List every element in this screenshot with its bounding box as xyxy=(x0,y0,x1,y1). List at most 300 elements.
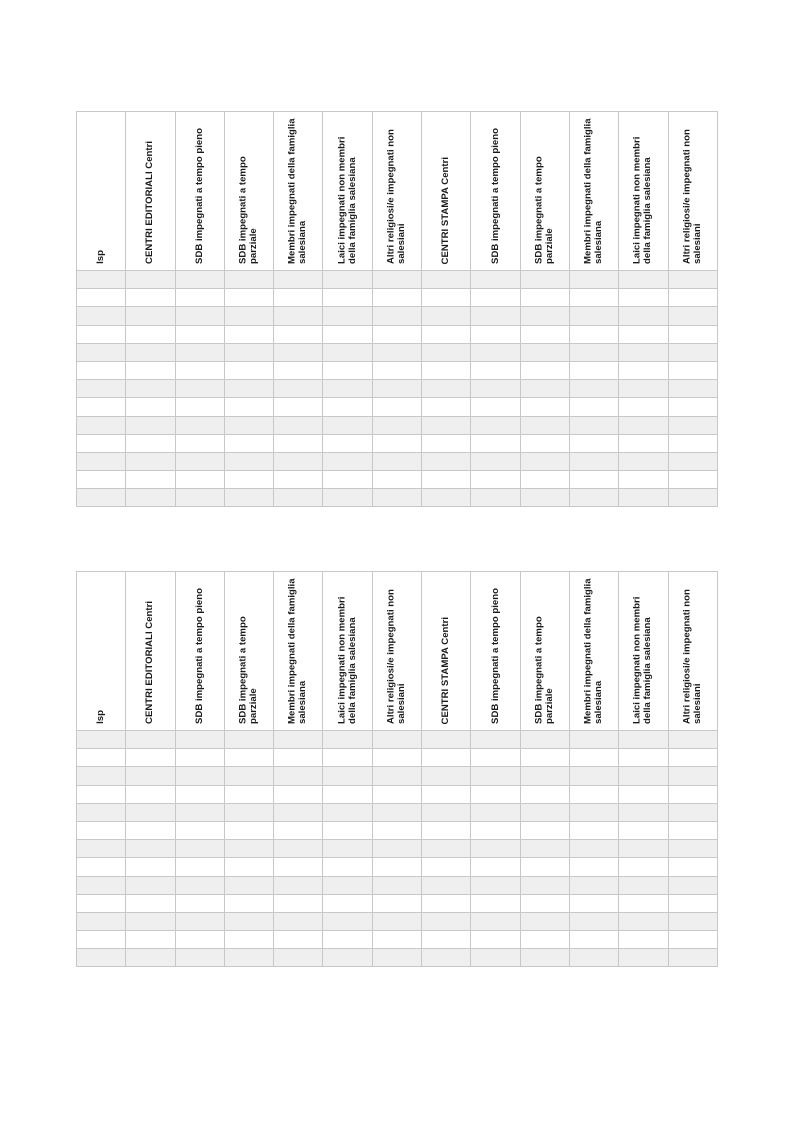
table-cell[interactable] xyxy=(224,821,273,839)
table-cell[interactable] xyxy=(372,803,421,821)
table-cell[interactable] xyxy=(323,489,372,507)
table-cell[interactable] xyxy=(569,380,618,398)
table-cell[interactable] xyxy=(520,894,569,912)
table-cell[interactable] xyxy=(422,380,471,398)
table-cell[interactable] xyxy=(175,731,224,749)
table-cell[interactable] xyxy=(422,840,471,858)
table-cell[interactable] xyxy=(126,343,175,361)
table-cell[interactable] xyxy=(520,858,569,876)
table-cell[interactable] xyxy=(224,912,273,930)
table-cell[interactable] xyxy=(274,912,323,930)
table-cell[interactable] xyxy=(323,416,372,434)
table-cell[interactable] xyxy=(224,489,273,507)
table-cell[interactable] xyxy=(323,821,372,839)
table-cell[interactable] xyxy=(471,343,520,361)
table-cell[interactable] xyxy=(372,821,421,839)
table-cell[interactable] xyxy=(224,731,273,749)
table-cell[interactable] xyxy=(126,858,175,876)
table-cell[interactable] xyxy=(224,840,273,858)
table-cell[interactable] xyxy=(422,416,471,434)
table-cell[interactable] xyxy=(520,821,569,839)
table-cell[interactable] xyxy=(224,767,273,785)
table-cell[interactable] xyxy=(77,307,126,325)
table-cell[interactable] xyxy=(77,452,126,470)
table-cell[interactable] xyxy=(372,876,421,894)
table-cell[interactable] xyxy=(520,931,569,949)
table-cell[interactable] xyxy=(274,398,323,416)
table-cell[interactable] xyxy=(274,307,323,325)
table-cell[interactable] xyxy=(126,325,175,343)
table-cell[interactable] xyxy=(569,416,618,434)
table-cell[interactable] xyxy=(126,289,175,307)
table-cell[interactable] xyxy=(323,471,372,489)
table-cell[interactable] xyxy=(422,876,471,894)
table-cell[interactable] xyxy=(323,343,372,361)
table-cell[interactable] xyxy=(274,731,323,749)
table-cell[interactable] xyxy=(619,307,668,325)
table-cell[interactable] xyxy=(668,325,717,343)
table-cell[interactable] xyxy=(372,858,421,876)
table-cell[interactable] xyxy=(422,489,471,507)
table-cell[interactable] xyxy=(274,858,323,876)
table-cell[interactable] xyxy=(175,343,224,361)
table-cell[interactable] xyxy=(323,785,372,803)
table-cell[interactable] xyxy=(323,398,372,416)
table-cell[interactable] xyxy=(274,785,323,803)
table-cell[interactable] xyxy=(224,434,273,452)
table-cell[interactable] xyxy=(274,380,323,398)
table-cell[interactable] xyxy=(619,894,668,912)
table-cell[interactable] xyxy=(569,858,618,876)
table-cell[interactable] xyxy=(422,325,471,343)
table-cell[interactable] xyxy=(569,767,618,785)
table-cell[interactable] xyxy=(372,949,421,967)
table-cell[interactable] xyxy=(323,731,372,749)
table-cell[interactable] xyxy=(323,271,372,289)
table-cell[interactable] xyxy=(520,271,569,289)
table-cell[interactable] xyxy=(224,271,273,289)
table-cell[interactable] xyxy=(175,876,224,894)
table-cell[interactable] xyxy=(619,803,668,821)
table-cell[interactable] xyxy=(471,289,520,307)
table-cell[interactable] xyxy=(77,489,126,507)
table-cell[interactable] xyxy=(471,307,520,325)
table-cell[interactable] xyxy=(77,912,126,930)
table-cell[interactable] xyxy=(471,749,520,767)
table-cell[interactable] xyxy=(323,452,372,470)
table-cell[interactable] xyxy=(372,731,421,749)
table-cell[interactable] xyxy=(569,471,618,489)
table-cell[interactable] xyxy=(224,361,273,379)
table-cell[interactable] xyxy=(126,821,175,839)
table-cell[interactable] xyxy=(224,343,273,361)
table-cell[interactable] xyxy=(471,785,520,803)
table-cell[interactable] xyxy=(175,785,224,803)
table-cell[interactable] xyxy=(668,894,717,912)
table-cell[interactable] xyxy=(175,471,224,489)
table-cell[interactable] xyxy=(224,289,273,307)
table-cell[interactable] xyxy=(569,840,618,858)
table-cell[interactable] xyxy=(323,840,372,858)
table-cell[interactable] xyxy=(619,749,668,767)
table-cell[interactable] xyxy=(323,912,372,930)
table-cell[interactable] xyxy=(619,471,668,489)
table-cell[interactable] xyxy=(126,416,175,434)
table-cell[interactable] xyxy=(668,785,717,803)
table-cell[interactable] xyxy=(471,821,520,839)
table-cell[interactable] xyxy=(175,434,224,452)
table-cell[interactable] xyxy=(471,803,520,821)
table-cell[interactable] xyxy=(422,452,471,470)
table-cell[interactable] xyxy=(175,271,224,289)
table-cell[interactable] xyxy=(619,434,668,452)
table-cell[interactable] xyxy=(77,471,126,489)
table-cell[interactable] xyxy=(520,434,569,452)
table-cell[interactable] xyxy=(126,452,175,470)
table-cell[interactable] xyxy=(77,731,126,749)
table-cell[interactable] xyxy=(668,803,717,821)
table-cell[interactable] xyxy=(274,343,323,361)
table-cell[interactable] xyxy=(175,398,224,416)
table-cell[interactable] xyxy=(323,858,372,876)
table-cell[interactable] xyxy=(323,876,372,894)
table-cell[interactable] xyxy=(520,731,569,749)
table-cell[interactable] xyxy=(323,434,372,452)
table-cell[interactable] xyxy=(175,452,224,470)
table-cell[interactable] xyxy=(372,489,421,507)
table-cell[interactable] xyxy=(619,821,668,839)
table-cell[interactable] xyxy=(471,840,520,858)
table-cell[interactable] xyxy=(668,731,717,749)
table-cell[interactable] xyxy=(619,325,668,343)
table-cell[interactable] xyxy=(569,489,618,507)
table-cell[interactable] xyxy=(274,489,323,507)
table-cell[interactable] xyxy=(619,840,668,858)
table-cell[interactable] xyxy=(323,803,372,821)
table-cell[interactable] xyxy=(323,931,372,949)
table-cell[interactable] xyxy=(471,731,520,749)
table-cell[interactable] xyxy=(668,380,717,398)
table-cell[interactable] xyxy=(224,325,273,343)
table-cell[interactable] xyxy=(619,785,668,803)
table-cell[interactable] xyxy=(668,343,717,361)
table-cell[interactable] xyxy=(471,398,520,416)
table-cell[interactable] xyxy=(422,361,471,379)
table-cell[interactable] xyxy=(372,398,421,416)
table-cell[interactable] xyxy=(175,858,224,876)
table-cell[interactable] xyxy=(422,289,471,307)
table-cell[interactable] xyxy=(471,894,520,912)
table-cell[interactable] xyxy=(668,931,717,949)
table-cell[interactable] xyxy=(372,271,421,289)
table-cell[interactable] xyxy=(569,271,618,289)
table-cell[interactable] xyxy=(372,840,421,858)
table-cell[interactable] xyxy=(569,434,618,452)
table-cell[interactable] xyxy=(323,749,372,767)
table-cell[interactable] xyxy=(274,452,323,470)
table-cell[interactable] xyxy=(175,749,224,767)
table-cell[interactable] xyxy=(77,894,126,912)
table-cell[interactable] xyxy=(471,380,520,398)
table-cell[interactable] xyxy=(372,361,421,379)
table-cell[interactable] xyxy=(619,858,668,876)
table-cell[interactable] xyxy=(274,803,323,821)
table-cell[interactable] xyxy=(274,471,323,489)
table-cell[interactable] xyxy=(471,416,520,434)
table-cell[interactable] xyxy=(372,894,421,912)
table-cell[interactable] xyxy=(422,343,471,361)
table-cell[interactable] xyxy=(520,949,569,967)
table-cell[interactable] xyxy=(668,858,717,876)
table-cell[interactable] xyxy=(422,271,471,289)
table-cell[interactable] xyxy=(77,876,126,894)
table-cell[interactable] xyxy=(274,894,323,912)
table-cell[interactable] xyxy=(224,416,273,434)
table-cell[interactable] xyxy=(569,894,618,912)
table-cell[interactable] xyxy=(224,749,273,767)
table-cell[interactable] xyxy=(471,912,520,930)
table-cell[interactable] xyxy=(569,749,618,767)
table-cell[interactable] xyxy=(569,289,618,307)
table-cell[interactable] xyxy=(471,452,520,470)
table-cell[interactable] xyxy=(77,749,126,767)
table-cell[interactable] xyxy=(520,912,569,930)
table-cell[interactable] xyxy=(569,949,618,967)
table-cell[interactable] xyxy=(668,949,717,967)
table-cell[interactable] xyxy=(372,416,421,434)
table-cell[interactable] xyxy=(175,361,224,379)
table-cell[interactable] xyxy=(274,749,323,767)
table-cell[interactable] xyxy=(471,931,520,949)
table-cell[interactable] xyxy=(372,325,421,343)
table-cell[interactable] xyxy=(422,931,471,949)
table-cell[interactable] xyxy=(619,876,668,894)
table-cell[interactable] xyxy=(668,398,717,416)
table-cell[interactable] xyxy=(668,912,717,930)
table-cell[interactable] xyxy=(126,912,175,930)
table-cell[interactable] xyxy=(422,307,471,325)
table-cell[interactable] xyxy=(323,767,372,785)
table-cell[interactable] xyxy=(77,398,126,416)
table-cell[interactable] xyxy=(372,912,421,930)
table-cell[interactable] xyxy=(175,803,224,821)
table-cell[interactable] xyxy=(77,380,126,398)
table-cell[interactable] xyxy=(224,785,273,803)
table-cell[interactable] xyxy=(175,912,224,930)
table-cell[interactable] xyxy=(471,434,520,452)
table-cell[interactable] xyxy=(520,289,569,307)
table-cell[interactable] xyxy=(520,840,569,858)
table-cell[interactable] xyxy=(274,821,323,839)
table-cell[interactable] xyxy=(126,931,175,949)
table-cell[interactable] xyxy=(668,840,717,858)
table-cell[interactable] xyxy=(471,361,520,379)
table-cell[interactable] xyxy=(619,452,668,470)
table-cell[interactable] xyxy=(175,380,224,398)
table-cell[interactable] xyxy=(323,289,372,307)
table-cell[interactable] xyxy=(126,803,175,821)
table-cell[interactable] xyxy=(422,912,471,930)
table-cell[interactable] xyxy=(372,452,421,470)
table-cell[interactable] xyxy=(619,767,668,785)
table-cell[interactable] xyxy=(274,271,323,289)
table-cell[interactable] xyxy=(668,749,717,767)
table-cell[interactable] xyxy=(422,803,471,821)
table-cell[interactable] xyxy=(323,894,372,912)
table-cell[interactable] xyxy=(126,271,175,289)
table-cell[interactable] xyxy=(224,452,273,470)
table-cell[interactable] xyxy=(619,361,668,379)
table-cell[interactable] xyxy=(471,271,520,289)
table-cell[interactable] xyxy=(274,840,323,858)
table-cell[interactable] xyxy=(126,471,175,489)
table-cell[interactable] xyxy=(175,416,224,434)
table-cell[interactable] xyxy=(619,416,668,434)
table-cell[interactable] xyxy=(668,289,717,307)
table-cell[interactable] xyxy=(224,398,273,416)
table-cell[interactable] xyxy=(422,749,471,767)
table-cell[interactable] xyxy=(619,343,668,361)
table-cell[interactable] xyxy=(471,489,520,507)
table-cell[interactable] xyxy=(668,271,717,289)
table-cell[interactable] xyxy=(77,821,126,839)
table-cell[interactable] xyxy=(175,325,224,343)
table-cell[interactable] xyxy=(520,361,569,379)
table-cell[interactable] xyxy=(323,307,372,325)
table-cell[interactable] xyxy=(619,271,668,289)
table-cell[interactable] xyxy=(224,949,273,967)
table-cell[interactable] xyxy=(520,803,569,821)
table-cell[interactable] xyxy=(619,380,668,398)
table-cell[interactable] xyxy=(126,876,175,894)
table-cell[interactable] xyxy=(224,858,273,876)
table-cell[interactable] xyxy=(77,858,126,876)
table-cell[interactable] xyxy=(77,931,126,949)
table-cell[interactable] xyxy=(569,325,618,343)
table-cell[interactable] xyxy=(274,434,323,452)
table-cell[interactable] xyxy=(372,931,421,949)
table-cell[interactable] xyxy=(77,361,126,379)
table-cell[interactable] xyxy=(77,271,126,289)
table-cell[interactable] xyxy=(274,949,323,967)
table-cell[interactable] xyxy=(668,876,717,894)
table-cell[interactable] xyxy=(619,289,668,307)
table-cell[interactable] xyxy=(668,307,717,325)
table-cell[interactable] xyxy=(274,876,323,894)
table-cell[interactable] xyxy=(569,307,618,325)
table-cell[interactable] xyxy=(619,398,668,416)
table-cell[interactable] xyxy=(520,343,569,361)
table-cell[interactable] xyxy=(224,876,273,894)
table-cell[interactable] xyxy=(77,343,126,361)
table-cell[interactable] xyxy=(77,416,126,434)
table-cell[interactable] xyxy=(520,452,569,470)
table-cell[interactable] xyxy=(126,785,175,803)
table-cell[interactable] xyxy=(175,894,224,912)
table-cell[interactable] xyxy=(668,821,717,839)
table-cell[interactable] xyxy=(274,931,323,949)
table-cell[interactable] xyxy=(372,471,421,489)
table-cell[interactable] xyxy=(668,767,717,785)
table-cell[interactable] xyxy=(668,489,717,507)
table-cell[interactable] xyxy=(77,785,126,803)
table-cell[interactable] xyxy=(126,894,175,912)
table-cell[interactable] xyxy=(569,398,618,416)
table-cell[interactable] xyxy=(668,361,717,379)
table-cell[interactable] xyxy=(323,380,372,398)
table-cell[interactable] xyxy=(471,767,520,785)
table-cell[interactable] xyxy=(126,398,175,416)
table-cell[interactable] xyxy=(175,289,224,307)
table-cell[interactable] xyxy=(126,434,175,452)
table-cell[interactable] xyxy=(520,489,569,507)
table-cell[interactable] xyxy=(224,931,273,949)
table-cell[interactable] xyxy=(520,416,569,434)
table-cell[interactable] xyxy=(126,361,175,379)
table-cell[interactable] xyxy=(323,361,372,379)
table-cell[interactable] xyxy=(569,452,618,470)
table-cell[interactable] xyxy=(274,767,323,785)
table-cell[interactable] xyxy=(520,767,569,785)
table-cell[interactable] xyxy=(569,876,618,894)
table-cell[interactable] xyxy=(422,434,471,452)
table-cell[interactable] xyxy=(569,361,618,379)
table-cell[interactable] xyxy=(471,858,520,876)
table-cell[interactable] xyxy=(77,289,126,307)
table-cell[interactable] xyxy=(668,434,717,452)
table-cell[interactable] xyxy=(619,931,668,949)
table-cell[interactable] xyxy=(471,471,520,489)
table-cell[interactable] xyxy=(520,307,569,325)
table-cell[interactable] xyxy=(569,343,618,361)
table-cell[interactable] xyxy=(323,949,372,967)
table-cell[interactable] xyxy=(224,471,273,489)
table-cell[interactable] xyxy=(471,876,520,894)
table-cell[interactable] xyxy=(569,803,618,821)
table-cell[interactable] xyxy=(520,785,569,803)
table-cell[interactable] xyxy=(422,858,471,876)
table-cell[interactable] xyxy=(569,912,618,930)
table-cell[interactable] xyxy=(619,489,668,507)
table-cell[interactable] xyxy=(520,325,569,343)
table-cell[interactable] xyxy=(422,894,471,912)
table-cell[interactable] xyxy=(471,949,520,967)
table-cell[interactable] xyxy=(422,731,471,749)
table-cell[interactable] xyxy=(372,343,421,361)
table-cell[interactable] xyxy=(422,785,471,803)
table-cell[interactable] xyxy=(224,307,273,325)
table-cell[interactable] xyxy=(77,803,126,821)
table-cell[interactable] xyxy=(668,452,717,470)
table-cell[interactable] xyxy=(274,325,323,343)
table-cell[interactable] xyxy=(126,767,175,785)
table-cell[interactable] xyxy=(175,767,224,785)
table-cell[interactable] xyxy=(422,471,471,489)
table-cell[interactable] xyxy=(126,307,175,325)
table-cell[interactable] xyxy=(175,931,224,949)
table-cell[interactable] xyxy=(372,749,421,767)
table-cell[interactable] xyxy=(175,949,224,967)
table-cell[interactable] xyxy=(175,489,224,507)
table-cell[interactable] xyxy=(323,325,372,343)
table-cell[interactable] xyxy=(668,471,717,489)
table-cell[interactable] xyxy=(372,785,421,803)
table-cell[interactable] xyxy=(126,949,175,967)
table-cell[interactable] xyxy=(77,949,126,967)
table-cell[interactable] xyxy=(372,380,421,398)
table-cell[interactable] xyxy=(175,821,224,839)
table-cell[interactable] xyxy=(422,398,471,416)
